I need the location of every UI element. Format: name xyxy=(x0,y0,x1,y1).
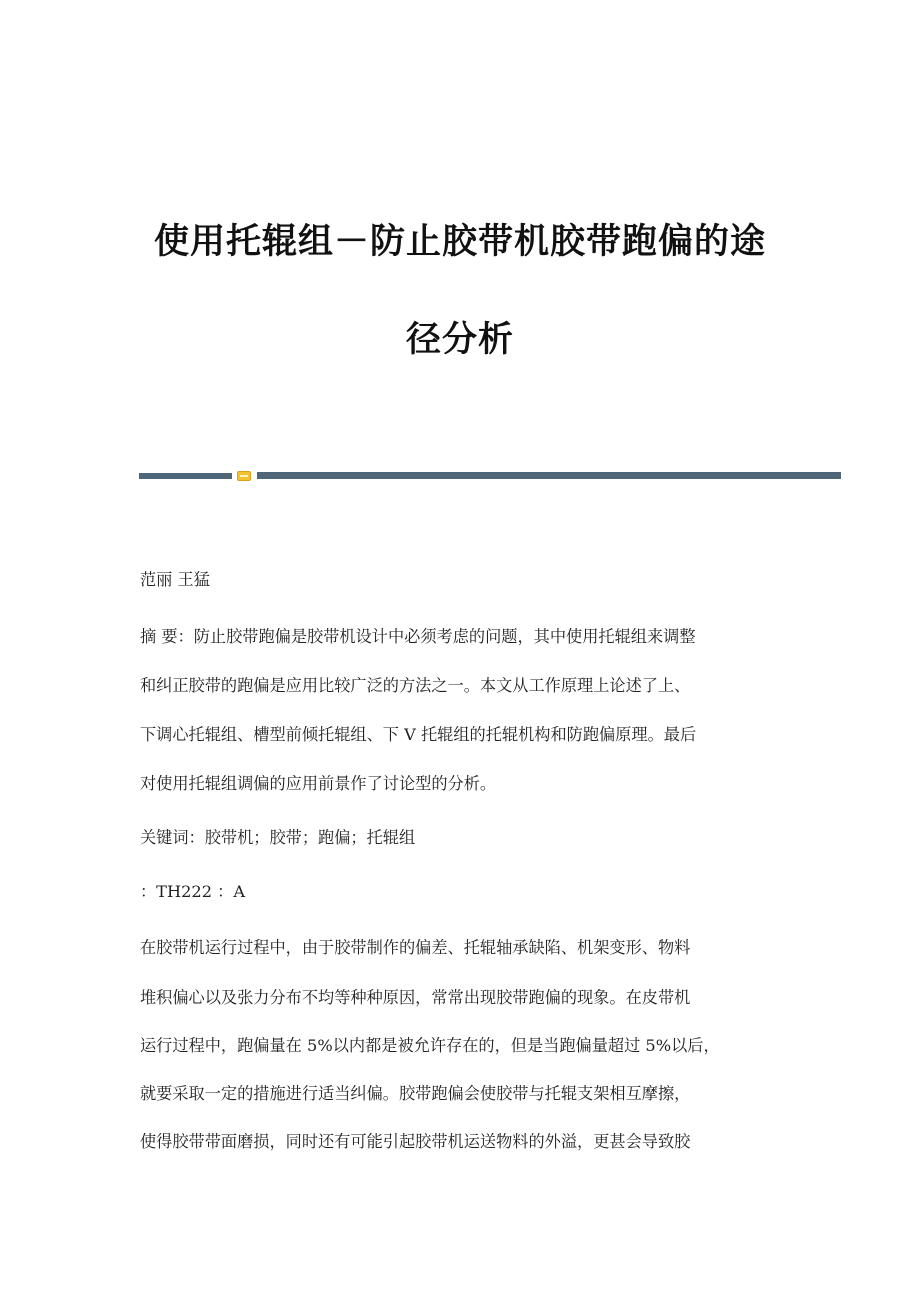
classification-number: ：TH222 ：A xyxy=(140,882,246,901)
authors: 范丽 王猛 xyxy=(140,570,210,589)
divider-bar-left xyxy=(139,473,232,479)
divider-badge-icon xyxy=(237,471,251,481)
title-divider xyxy=(139,469,841,483)
document-title-line-1: 使用托辊组－防止胶带机胶带跑偏的途 xyxy=(153,222,766,262)
body-paragraph-line: 堆积偏心以及张力分布不均等种种原因，常常出现胶带跑偏的现象。在皮带机 xyxy=(140,988,691,1007)
body-paragraph-line: 就要采取一定的措施进行适当纠偏。胶带跑偏会使胶带与托辊支架相互摩擦， xyxy=(140,1084,691,1103)
body-paragraph-line: 在胶带机运行过程中，由于胶带制作的偏差、托辊轴承缺陷、机架变形、物料 xyxy=(140,938,691,957)
divider-bar-right xyxy=(257,472,841,479)
body-paragraph-line: 使得胶带带面磨损，同时还有可能引起胶带机运送物料的外溢，更甚会导致胶 xyxy=(140,1132,691,1151)
keywords: 关键词：胶带机；胶带；跑偏；托辊组 xyxy=(140,828,416,847)
abstract-line: 摘 要：防止胶带跑偏是胶带机设计中必须考虑的问题，其中使用托辊组来调整 xyxy=(140,627,696,646)
abstract-line: 和纠正胶带的跑偏是应用比较广泛的方法之一。本文从工作原理上论述了上、 xyxy=(140,676,691,695)
abstract-line: 对使用托辊组调偏的应用前景作了讨论型的分析。 xyxy=(140,774,497,793)
document-title-line-2: 径分析 xyxy=(405,320,514,360)
abstract-line: 下调心托辊组、槽型前倾托辊组、下 V 托辊组的托辊机构和防跑偏原理。最后 xyxy=(140,725,697,744)
body-paragraph-line: 运行过程中，跑偏量在 5%以内都是被允许存在的，但是当跑偏量超过 5%以后， xyxy=(140,1036,720,1055)
